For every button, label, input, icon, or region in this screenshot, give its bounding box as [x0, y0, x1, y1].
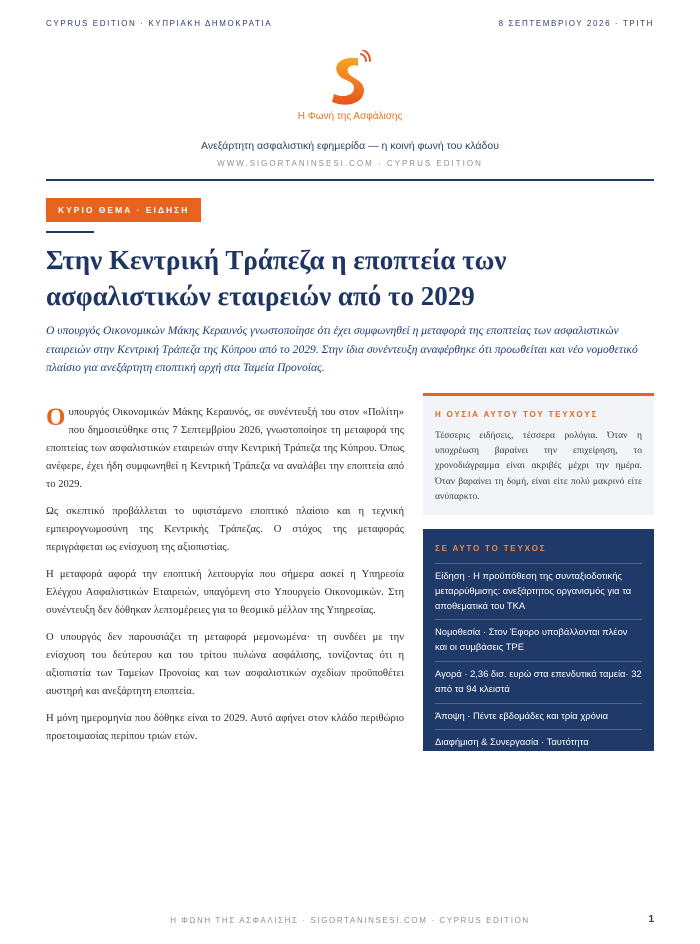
- headline-line-1: Στην Κεντρική Τράπεζα η εποπτεία των: [46, 245, 507, 275]
- body-paragraph-4: Ο υπουργός δεν παρουσιάζει τη μεταφορά μεμονωμένα· τη συνδέει με την ενίσχυση του δεύτερου και του τρίτου πυλώνα ασφάλισης, τονίζοντας ότι η αξιοπιστία των Ταμείων Προνοίας και των ασφαλιστικών σχεδίων προϋποθέτει αυστηρή και ανεξάρτητη εποπτεία.: [46, 632, 404, 697]
- contents-title: ΣΕ ΑΥΤΟ ΤΟ ΤΕΥΧΟΣ: [435, 544, 547, 553]
- contents-item[interactable]: Άποψη · Πέντε εβδομάδες και τρία χρόνια: [435, 703, 642, 730]
- essence-box: [423, 393, 654, 515]
- edition-label: CYPRUS EDITION · ΚΥΠΡΙΑΚΗ ΔΗΜΟΚΡΑΤΙΑ: [46, 19, 273, 28]
- masthead-logo[interactable]: [0, 50, 700, 122]
- headline-line-2: ασφαλιστικών εταιρειών από το 2029: [46, 281, 475, 311]
- masthead-divider: [46, 179, 654, 181]
- article-body: [46, 404, 404, 755]
- masthead-tagline: Ανεξάρτητη ασφαλιστική εφημερίδα — η κοινή φωνή του κλάδου: [201, 140, 499, 152]
- logo-wordmark: Η Φωνή της Ασφάλισης: [297, 111, 403, 122]
- article-headline: [46, 242, 646, 314]
- contents-item[interactable]: Νομοθεσία · Στον Έφορο υποβάλλονται πλέον και οι συμβάσεις ΤΡΕ: [435, 619, 642, 661]
- contents-item[interactable]: Διαφήμιση & Συνεργασία · Ταυτότητα: [435, 729, 642, 756]
- top-bar: [46, 19, 654, 28]
- contents-item[interactable]: Αγορά · 2,36 δισ. ευρώ στα επενδυτικά ταμεία· 32 από τα 94 κλειστά: [435, 661, 642, 703]
- essence-text: Τέσσερις ειδήσεις, τέσσερα ρολόγια. Όταν η υποχρέωση βαραίνει την επιχείρηση, το χρονοδιάγραμμα είναι ακριβές μέχρι την ημέρα. Όταν βαραίνει τη δομή, είναι είτε πολύ μακρινό είτε ανύπαρκτο.: [435, 430, 642, 502]
- page-number: 1: [648, 914, 654, 925]
- issue-contents-box: [423, 529, 654, 751]
- body-paragraph-3: Η μεταφορά αφορά την εποπτική λειτουργία που σήμερα ασκεί η Υπηρεσία Ελέγχου Ασφαλιστικών Εταιρειών, υπαγόμενη στο Υπουργείο Οικονομικών. Στη συνέντευξη δεν δόθηκαν λεπτομέρειες για το θεσμικό μέλλον της Υπηρεσίας.: [46, 569, 404, 616]
- issue-date: 8 ΣΕΠΤΕΜΒΡΙΟΥ 2026 · ΤΡΙΤΗ: [498, 19, 654, 28]
- tag-underline: [46, 231, 94, 233]
- essence-title: Η ΟΥΣΙΑ ΑΥΤΟΥ ΤΟΥ ΤΕΥΧΟΥΣ: [435, 410, 599, 419]
- body-paragraph-5: Η μόνη ημερομηνία που δόθηκε είναι το 2029. Αυτό αφήνει στον κλάδο περιθώριο προετοιμασίας περίπου τριών ετών.: [46, 713, 404, 742]
- contents-item[interactable]: Είδηση · Η προϋπόθεση της συνταξιοδοτικής μεταρρύθμισης: ανεξάρτητος οργανισμός για τα αποθεματικά του ΤΚΑ: [435, 563, 642, 619]
- paragraph-text: υπουργός Οικονομικών Μάκης Κεραυνός, σε συνέντευξή του στον «Πολίτη» που δημοσιεύθηκε στις 7 Σεπτεμβρίου 2026, γνωστοποίησε τη μεταφορά της εποπτείας των ασφαλιστικών εταιρειών στην Κεντρική Τράπεζα της Κύπρου. Όπως ανέφερε, έχει ήδη συμφωνηθεί η Κεντρική Τράπεζα να αναλάβει την εποπτεία από το 2029.: [46, 407, 404, 490]
- article-lede: Ο υπουργός Οικονομικών Μάκης Κεραυνός γνωστοποίησε ότι έχει συμφωνηθεί η μεταφορά της εποπτείας των ασφαλιστικών εταιρειών στην Κεντρική Τράπεζα της Κύπρου από το 2029. Στην ίδια συνέντευξη αναφέρθηκε ότι προωθείται και νέο νομοθετικό πλαίσιο για ανεξάρτητη εποπτική αρχή στα Ταμεία Προνοίας.: [46, 324, 638, 374]
- body-paragraph-2: Ως σκεπτικό προβάλλεται το υφιστάμενο εποπτικό πλαίσιο και η τεχνική εμπειρογνωμοσύνη της Κεντρικής Τράπεζας. Ο στόχος της μεταφοράς περιγράφεται ως ενίσχυση της αξιοπιστίας.: [46, 506, 404, 553]
- page-footer: Η ΦΩΝΗ ΤΗΣ ΑΣΦΑΛΙΣΗΣ · SIGORTANINSESI.COM · CYPRUS EDITION: [170, 916, 530, 925]
- drop-cap: Ο: [46, 404, 66, 431]
- masthead-website[interactable]: WWW.SIGORTANINSESI.COM · CYPRUS EDITION: [217, 159, 483, 168]
- section-tag: ΚΥΡΙΟ ΘΕΜΑ · ΕΙΔΗΣΗ: [46, 198, 201, 222]
- body-paragraph-1: [46, 404, 404, 494]
- logo-s-icon: [328, 50, 372, 108]
